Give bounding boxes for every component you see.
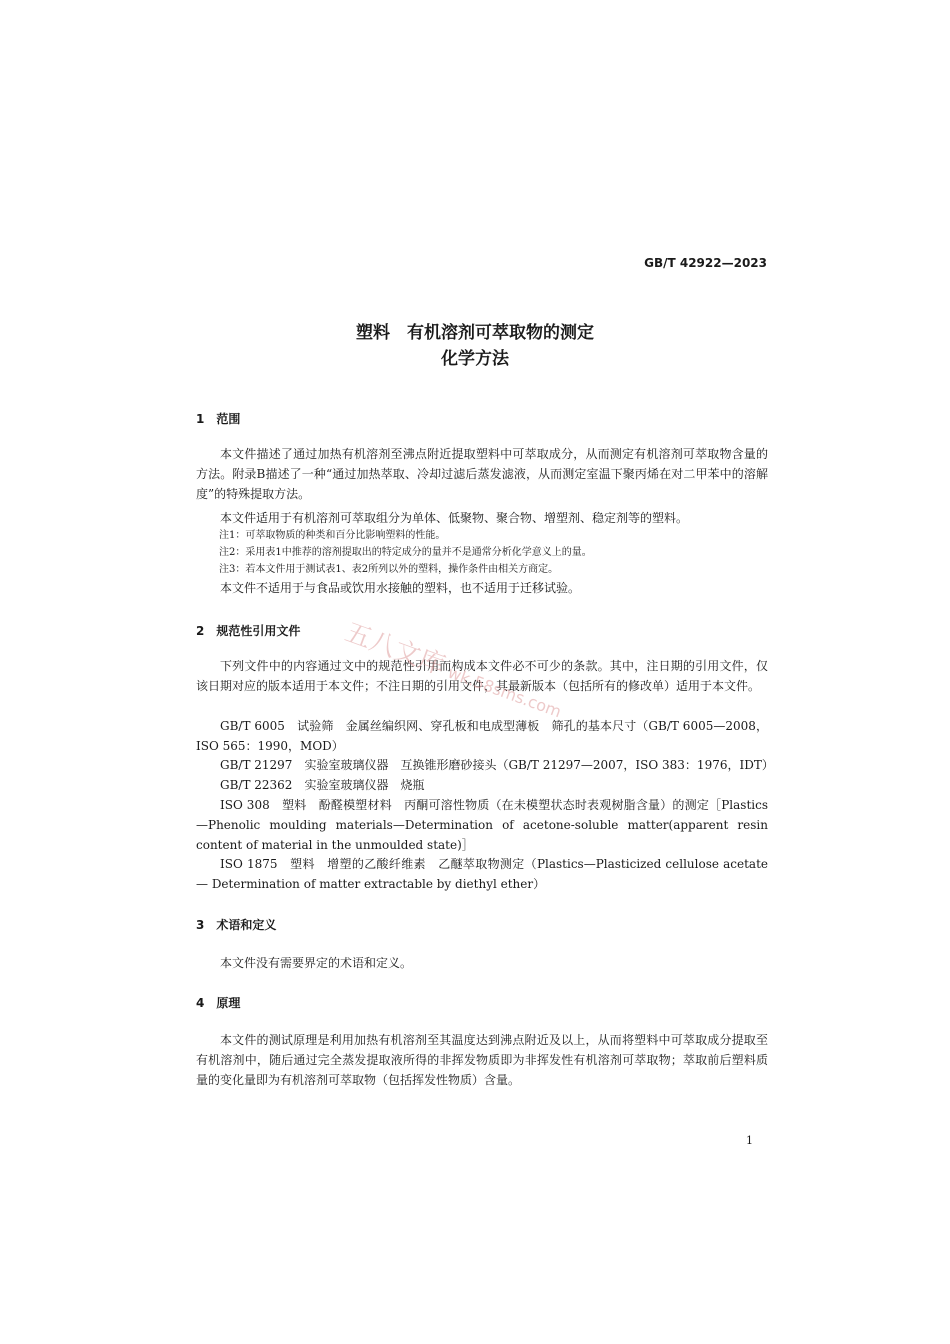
section-1-note-3: 注3：若本文件用于测试表1、表2所列以外的塑料，操作条件由相关方商定。 [219, 564, 559, 575]
reference-iso-1875: ISO 1875 塑料 增塑的乙酸纤维素 乙醚萃取物测定（Plastics—Plasticized cellulose acetate — Determination of matter extractable by diethyl ether） [196, 857, 772, 891]
section-3-para: 本文件没有需要界定的术语和定义。 [220, 956, 413, 970]
section-1-heading: 1 范围 [196, 412, 241, 426]
reference-gbt-6005: GB/T 6005 试验筛 金属丝编织网、穿孔板和电成型薄板 筛孔的基本尺寸（GB/T 6005—2008，ISO 565：1990，MOD） [196, 719, 768, 753]
section-1-para-1: 本文件描述了通过加热有机溶剂至沸点附近提取塑料中可萃取成分，从而测定有机溶剂可萃取物含量的方法。附录B描述了一种“通过加热萃取、冷却过滤后蒸发滤液，从而测定室温下聚丙烯在对二甲苯中的溶解度”的特殊提取方法。 [196, 447, 768, 501]
reference-gbt-21297: GB/T 21297 实验室玻璃仪器 互换锥形磨砂接头（GB/T 21297—2007，ISO 383：1976，IDT） [220, 758, 774, 772]
section-4-heading: 4 原理 [196, 996, 241, 1010]
title-line-2: 化学方法 [441, 349, 509, 369]
watermark-text: 五八文库 [340, 617, 449, 682]
title-line-1: 塑料 有机溶剂可萃取物的测定 [356, 323, 594, 343]
section-1-note-1: 注1：可萃取物质的种类和百分比影响塑料的性能。 [219, 530, 446, 541]
section-1-para-2: 本文件适用于有机溶剂可萃取组分为单体、低聚物、聚合物、增塑剂、稳定剂等的塑料。 [220, 511, 689, 525]
section-2-heading: 2 规范性引用文件 [196, 624, 301, 638]
section-2-intro: 下列文件中的内容通过文中的规范性引用而构成本文件必不可少的条款。其中，注日期的引用文件，仅该日期对应的版本适用于本文件；不注日期的引用文件，其最新版本（包括所有的修改单）适用于本文件。 [196, 659, 768, 693]
section-3-heading: 3 术语和定义 [196, 918, 277, 932]
section-4-para: 本文件的测试原理是利用加热有机溶剂至其温度达到沸点附近及以上，从而将塑料中可萃取成分提取至有机溶剂中，随后通过完全蒸发提取液所得的非挥发物质即为非挥发性有机溶剂可萃取物；萃取前后塑料质量的变化量即为有机溶剂可萃取物（包括挥发性物质）含量。 [196, 1033, 768, 1087]
reference-gbt-22362: GB/T 22362 实验室玻璃仪器 烧瓶 [220, 778, 425, 792]
section-1-note-2: 注2：采用表1中推荐的溶剂提取出的特定成分的量并不是通常分析化学意义上的量。 [219, 547, 592, 558]
standard-code: GB/T 42922—2023 [644, 256, 767, 270]
reference-iso-308: ISO 308 塑料 酚醛模塑材料 丙酮可溶性物质（在未模塑状态时表观树脂含量）的测定［Plastics—Phenolic moulding materials—Determination of acetone-soluble matter(apparent resin content of material in the unmoulded state)］ [196, 798, 772, 852]
document-title [0, 320, 950, 372]
page-number: 1 [746, 1134, 753, 1147]
watermark-url: wk.58sms.com [445, 662, 564, 722]
section-1-para-3: 本文件不适用于与食品或饮用水接触的塑料，也不适用于迁移试验。 [220, 581, 581, 595]
